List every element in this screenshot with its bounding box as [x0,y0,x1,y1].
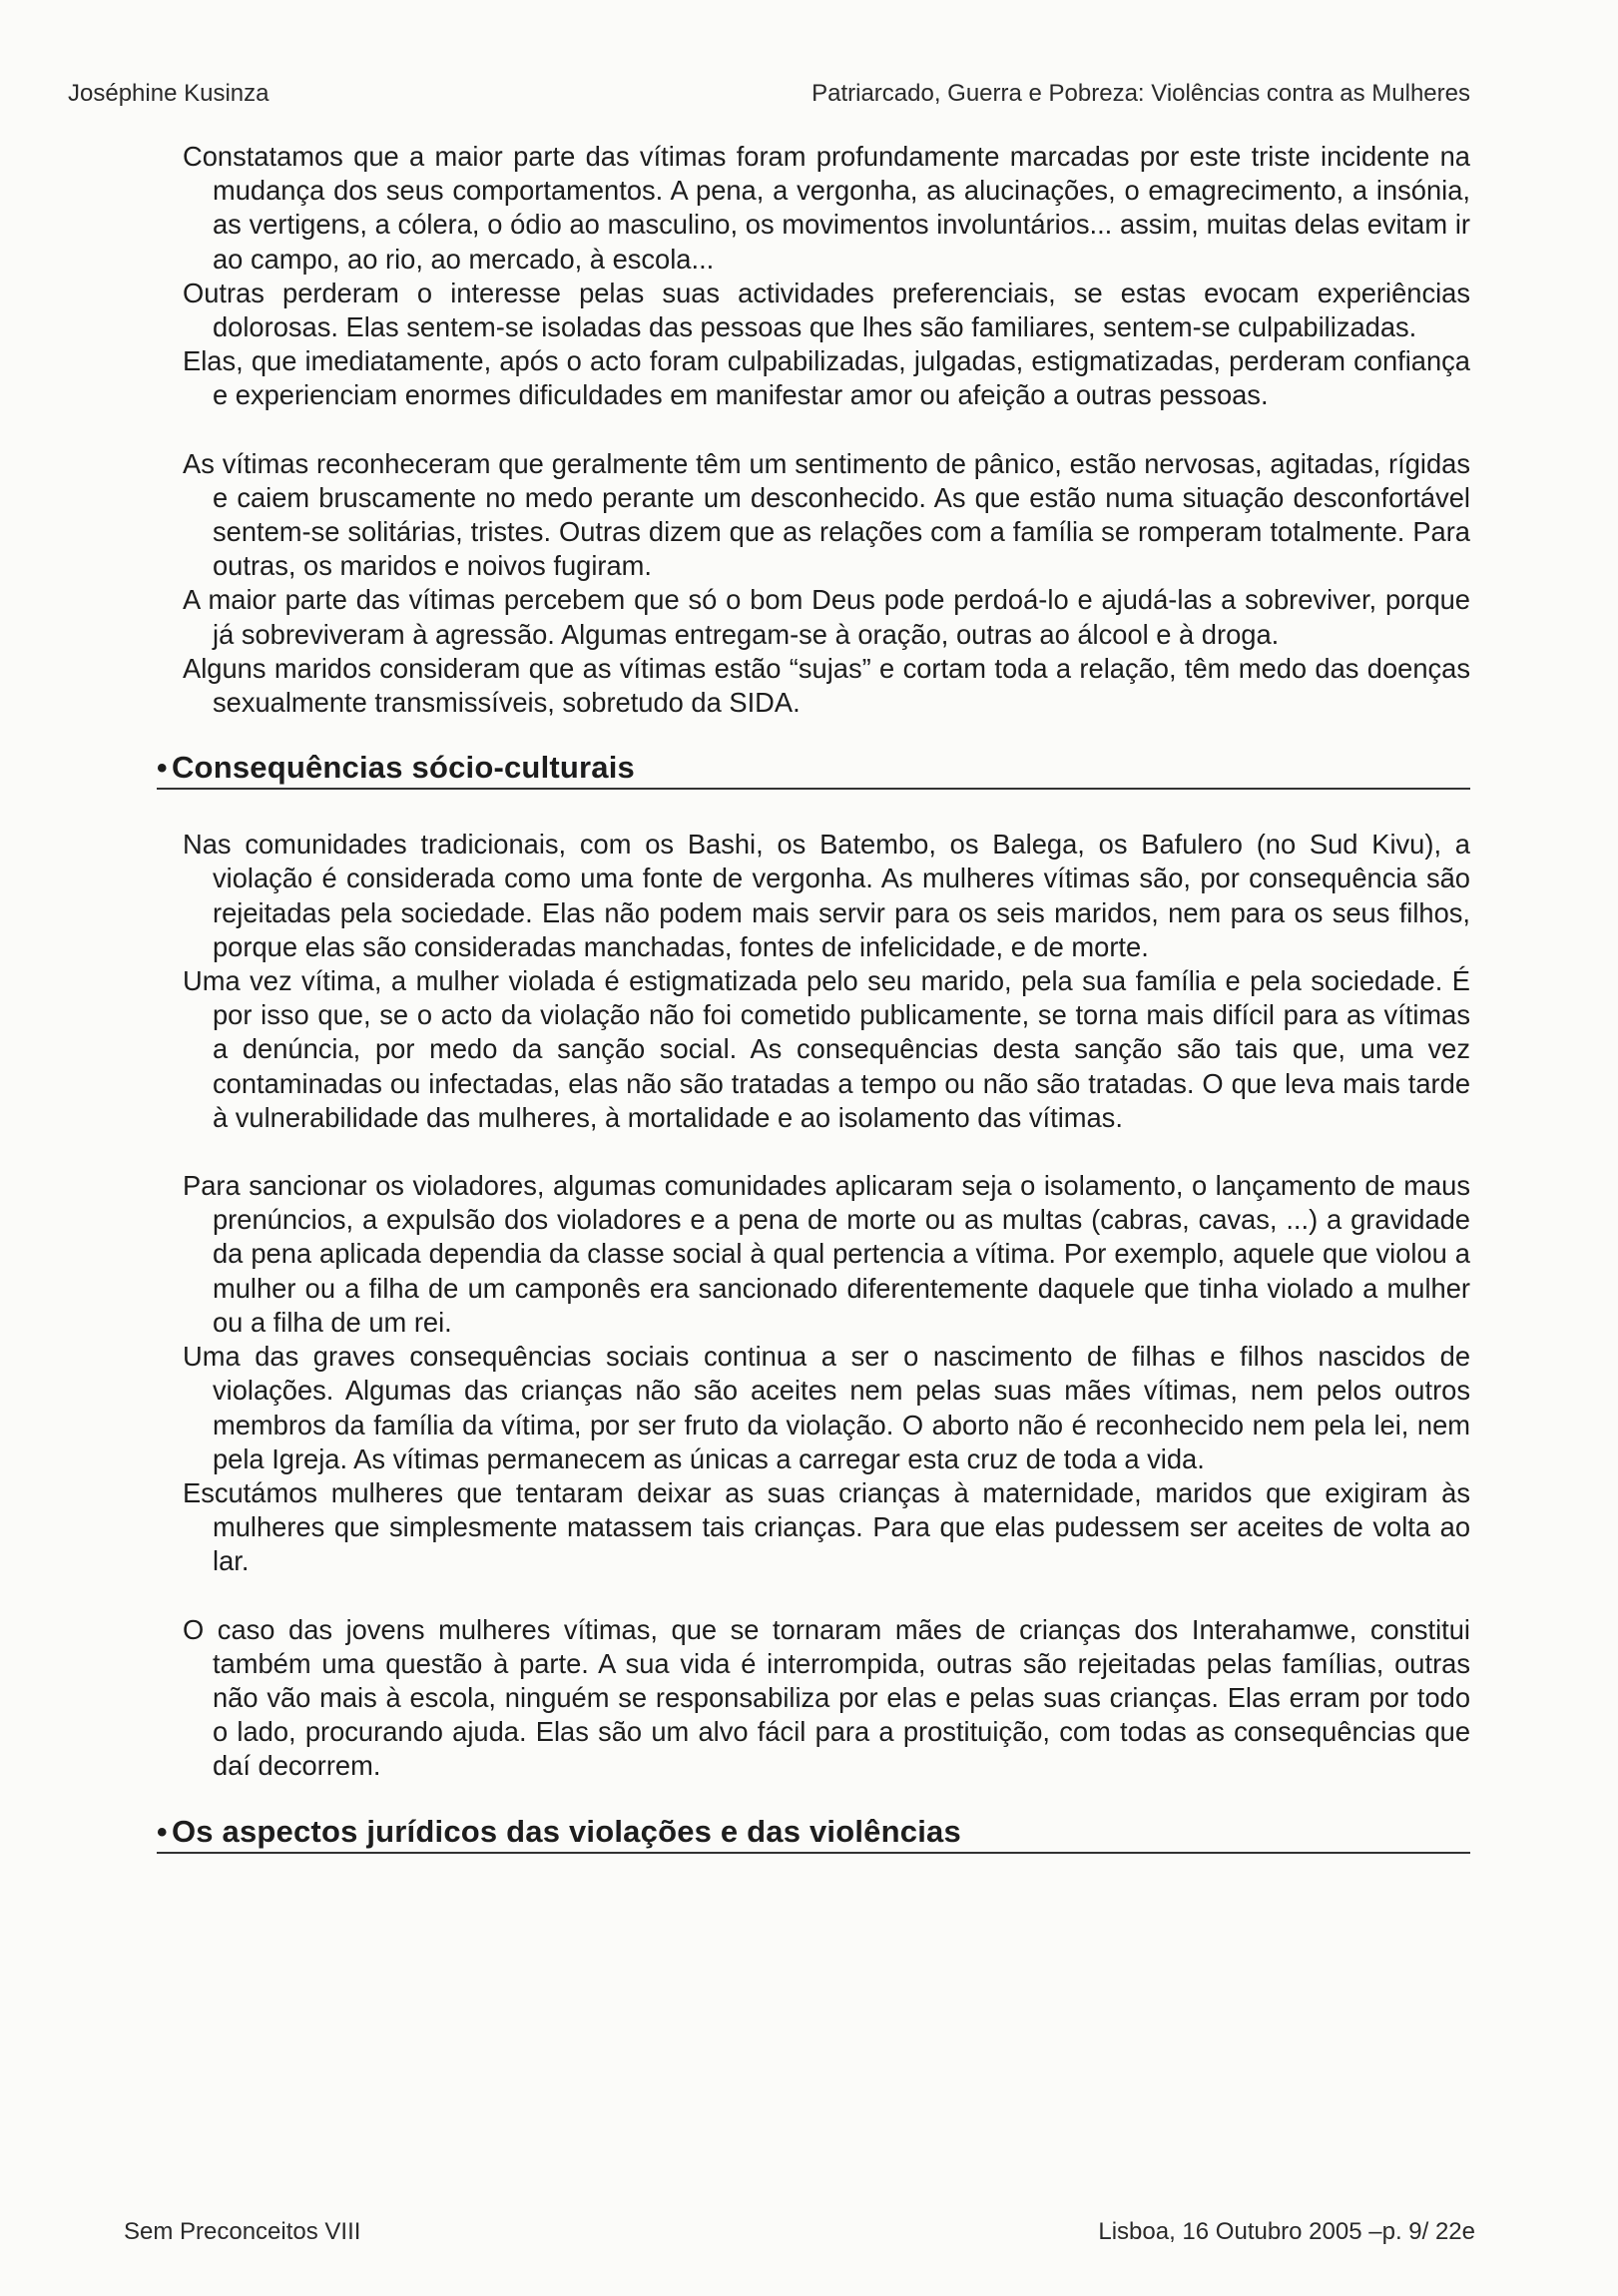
paragraph: Elas, que imediatamente, após o acto foram culpabilizadas, julgadas, estigmatizadas, perderam confiança e experienciam enormes dificuldades em manifestar amor ou afeição a outras pessoas. [183,345,1470,411]
header-author: Joséphine Kusinza [68,80,270,107]
bullet-icon: • [157,1815,168,1849]
paragraph: Uma das graves consequências sociais continua a ser o nascimento de filhas e filhos nascidos de violações. Algumas das crianças não são aceites nem pelas suas mães vítimas, nem pelos outros membros da família da vítima, por ser fruto da violação. O aborto não é reconhecido nem pela lei, nem pela Igreja. As vítimas permanecem as únicas a carregar esta cruz de toda a vida. [183,1341,1470,1474]
section-rule [157,788,1470,790]
section-gap [183,790,1470,828]
section-title: Os aspectos jurídicos das violações e das violências [171,1813,961,1849]
paragraph: Nas comunidades tradicionais, com os Bashi, os Batembo, os Balega, os Bafulero (no Sud Kivu), a violação é considerada como uma fonte de vergonha. As mulheres vítimas são, por consequência são rejeitadas pela sociedade. Elas não podem mais servir para os seis maridos, nem para os seus filhos, porque elas são consideradas manchadas, fontes de infelicidade, e de morte. [183,829,1470,962]
paragraph: O caso das jovens mulheres vítimas, que se tornaram mães de crianças dos Interahamwe, constitui também uma questão à parte. A sua vida é interrompida, outras são rejeitadas pelas famílias, outras não vão mais à escola, ninguém se responsabiliza por elas e pelas suas crianças. Elas erram por todo o lado, procurando ajuda. Elas são um alvo fácil para a prostituição, com todas as consequências que daí decorrem. [183,1613,1470,1782]
main-content [157,140,1470,1854]
header-title: Patriarcado, Guerra e Pobreza: Violências contra as Mulheres [811,80,1470,107]
section-heading-aspectos-juridicos [157,1814,1470,1854]
page-header [68,80,1470,108]
section-heading-consequencias [157,750,1470,790]
page-footer [124,2218,1475,2246]
section-rule [157,1852,1470,1854]
paragraph: Escutámos mulheres que tentaram deixar as suas crianças à maternidade, maridos que exigiram às mulheres que simplesmente matassem tais crianças. Para que elas pudessem ser aceites de volta ao lar. [183,1476,1470,1577]
footer-page-info: Lisboa, 16 Outubro 2005 –p. 9/ 22e [1098,2218,1475,2245]
paragraph: Uma vez vítima, a mulher violada é estigmatizada pelo seu marido, pela sua família e pela sociedade. É por isso que, se o acto da violação não foi cometido publicamente, se torna mais difícil para as vítimas a denúncia, por medo da sanção social. As consequências desta sanção são tais que, uma vez contaminadas ou infectadas, elas não são tratadas a tempo ou não são tratadas. O que leva mais tarde à vulnerabilidade das mulheres, à mortalidade e ao isolamento das vítimas. [183,965,1470,1133]
paragraph: Outras perderam o interesse pelas suas actividades preferenciais, se estas evocam experiências dolorosas. Elas sentem-se isoladas das pessoas que lhes são familiares, sentem-se culpabilizadas. [183,277,1470,343]
paragraph: Constatamos que a maior parte das vítimas foram profundamente marcadas por este triste incidente na mudança dos seus comportamentos. A pena, a vergonha, as alucinações, o emagrecimento, a insónia, as vertigens, a cólera, o ódio ao masculino, os movimentos involuntários... assim, muitas delas evitam ir ao campo, ao rio, ao mercado, à escola... [183,141,1470,275]
section-gap [183,1784,1470,1814]
paragraph-gap [183,413,1470,447]
paragraph: Alguns maridos consideram que as vítimas estão “sujas” e cortam toda a relação, têm medo das doenças sexualmente transmissíveis, sobretudo da SIDA. [183,652,1470,719]
paragraph: A maior parte das vítimas percebem que só o bom Deus pode perdoá-lo e ajudá-las a sobreviver, porque já sobreviveram à agressão. Algumas entregam-se à oração, outras ao álcool e à droga. [183,584,1470,650]
paragraph: Para sancionar os violadores, algumas comunidades aplicaram seja o isolamento, o lançamento de maus prenúncios, a expulsão dos violadores e a pena de morte ou as multas (cabras, cavas, ...) a gravidade da pena aplicada dependia da classe social à qual pertencia a vítima. Por exemplo, aquele que violou a mulher ou a filha de um camponês era sancionado diferentemente daquele que tinha violado a mulher ou a filha de um rei. [183,1170,1470,1338]
section-title: Consequências sócio-culturais [171,750,636,786]
footer-publication: Sem Preconceitos VIII [124,2218,361,2245]
bullet-icon: • [157,752,168,786]
paragraph: As vítimas reconheceram que geralmente têm um sentimento de pânico, estão nervosas, agitadas, rígidas e caiem bruscamente no medo perante um desconhecido. As que estão numa situação desconfortável sentem-se solitárias, tristes. Outras dizem que as relações com a família se romperam totalmente. Para outras, os maridos e noivos fugiram. [183,447,1470,582]
section-gap [183,720,1470,750]
paragraph-gap [183,1579,1470,1613]
paragraph-gap [183,1135,1470,1169]
